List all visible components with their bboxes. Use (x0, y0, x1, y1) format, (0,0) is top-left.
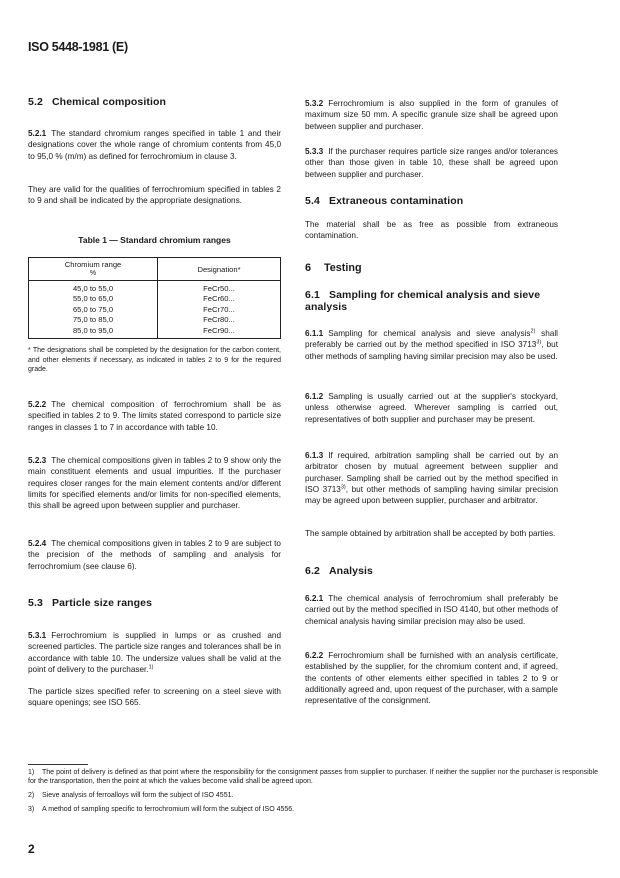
paragraph-6-1-3: 6.1.3 If required, arbitration sampling shall be carried out by an arbitrator chosen by mutual agreement between supplier and purchaser. Sampling shall be carried out by the method specified in ISO 3713$^{3)}$, but other methods of sampling having similar precision may be agreed upon between supplier, purchaser and arbitrator. (305, 451, 559, 506)
document-header: ISO 5448-1981 (E) (28, 40, 128, 54)
paragraph-5-3-3: 5.3.3 If the purchaser requires particle size ranges and/or tolerances other than those given in table 10, these shall be agreed upon between supplier and purchaser. (305, 147, 558, 179)
paragraph-5-2-4: 5.2.4 The chemical compositions given in tables 2 to 9 are subject to the precision of the methods of sampling and analysis for ferrochromium (see clause 6). (28, 539, 281, 571)
paragraph-6-1-1: 6.1.1 Sampling for chemical analysis and sieve analysis$^{2)}$ shall preferably be carried out by the method specified in ISO 3713$^{3)}$, but other methods of sampling having similar precision may also be used. (305, 328, 558, 361)
section-heading-5-2: 5.2 Chemical composition (28, 96, 167, 108)
column-header-chromium-range: Chromium range % (29, 258, 158, 281)
table-row: 85,0 to 95,0 FeCr90... (29, 326, 281, 339)
footnote-ref-2[interactable]: 2) (530, 328, 536, 335)
footnote-ref-3[interactable]: 3) (340, 484, 346, 491)
footnote-ref-1[interactable]: 1) (148, 664, 154, 671)
table-1-title: Table 1 — Standard chromium ranges (78, 235, 231, 245)
footnote-2: 2) Sieve analysis of ferroalloys will form the subject of ISO 4551. (28, 792, 234, 800)
paragraph-5-4: The material shall be as free as possible from extraneous contamination. (305, 220, 558, 241)
footnote-1: 1) The point of delivery is defined as that point where the responsibility for the consignment passes from supplier to purchaser. If neither the supplier nor the purchaser is responsible for the transportation, then the point at which the values become valid shall be agreed upon. (28, 769, 598, 786)
table-row: 55,0 to 65,0 FeCr60... (29, 294, 281, 304)
footnotes (28, 768, 598, 819)
paragraph-5-3-1: 5.3.1 Ferrochromium is supplied in lumps or as crushed and screened particles. The particle size ranges and tolerances shall be in accordance with table 10. The undersize values shall be valid at the point of delivery to the purchaser.$^{1)}$ (28, 631, 281, 674)
column-header-designation: Designation* (158, 258, 281, 281)
paragraph-5-2-2: 5.2.2 The chemical composition of ferrochromium shall be as specified in tables 2 to 9. The limits stated correspond to particle size ranges in classes 1 to 7 in accordance with table 10. (28, 400, 281, 432)
table-row: 65,0 to 75,0 FeCr70... (29, 305, 281, 315)
section-heading-6-2: 6.2 Analysis (305, 565, 373, 577)
paragraph-6-2-2: 6.2.2 Ferrochromium shall be furnished with an analysis certificate, established by the supplier, for the chromium content and, if agreed, the contents of other elements either specified in tables 2 to 9 or additionally agreed and, upon request of the purchaser, with a sample representative of the consignment. (305, 651, 558, 706)
paragraph-5-2-1-continued: They are valid for the qualities of ferrochromium specified in tables 2 to 9 and shall be indicated by the appropriate designations. (28, 185, 281, 206)
paragraph-6-1-3-continued: The sample obtained by arbitration shall be accepted by both parties. (305, 529, 556, 538)
footnote-separator (28, 764, 88, 765)
paragraph-5-3-1-continued: The particle sizes specified refer to screening on a steel sieve with square openings; see ISO 565. (28, 687, 281, 708)
paragraph-6-1-2: 6.1.2 Sampling is usually carried out at the supplier's stockyard, unless otherwise agreed. Wherever sampling is carried out, representatives of both supplier and purchaser may be present. (305, 392, 558, 424)
section-heading-5-4: 5.4 Extraneous contamination (305, 195, 464, 207)
table-row: 45,0 to 55,0 FeCr50... (29, 281, 281, 295)
clause-heading-6: 6 Testing (305, 262, 362, 274)
table-1-standard-chromium-ranges (28, 257, 281, 339)
page-number: 2 (28, 842, 35, 856)
paragraph-5-2-3: 5.2.3 The chemical compositions given in tables 2 to 9 show only the main constituent elements and usual impurities. If the purchaser requires closer ranges for the main element contents and/or different limits for specified elements and/or limits for non-specified elements, this shall be agreed upon between supplier and purchaser. (28, 456, 281, 511)
table-1-note: * The designations shall be completed by the designation for the carbon content, and other elements if necessary, as indicated in tables 2 to 9 for the required grade. (28, 347, 281, 374)
footnote-ref-3[interactable]: 3) (536, 339, 542, 346)
table-row: 75,0 to 85,0 FeCr80... (29, 315, 281, 325)
section-heading-5-3: 5.3 Particle size ranges (28, 597, 153, 609)
paragraph-5-2-1: 5.2.1 The standard chromium ranges specified in table 1 and their designations cover the whole range of chromium contents from 45,0 to 95,0 % (m/m) as defined for ferrochromium in clause 3. (28, 129, 281, 161)
paragraph-5-3-2: 5.3.2 Ferrochromium is also supplied in the form of granules of maximum size 50 mm. A specific granule size shall be agreed upon between supplier and purchaser. (305, 99, 558, 131)
section-heading-6-1: 6.1 Sampling for chemical analysis and sieve analysis (305, 289, 541, 313)
footnote-3: 3) A method of sampling specific to ferrochromium will form the subject of ISO 4556. (28, 806, 295, 814)
paragraph-6-2-1: 6.2.1 The chemical analysis of ferrochromium shall preferably be carried out by the method specified in ISO 4140, but other methods of chemical analysis having similar precision may also be used. (305, 594, 558, 626)
